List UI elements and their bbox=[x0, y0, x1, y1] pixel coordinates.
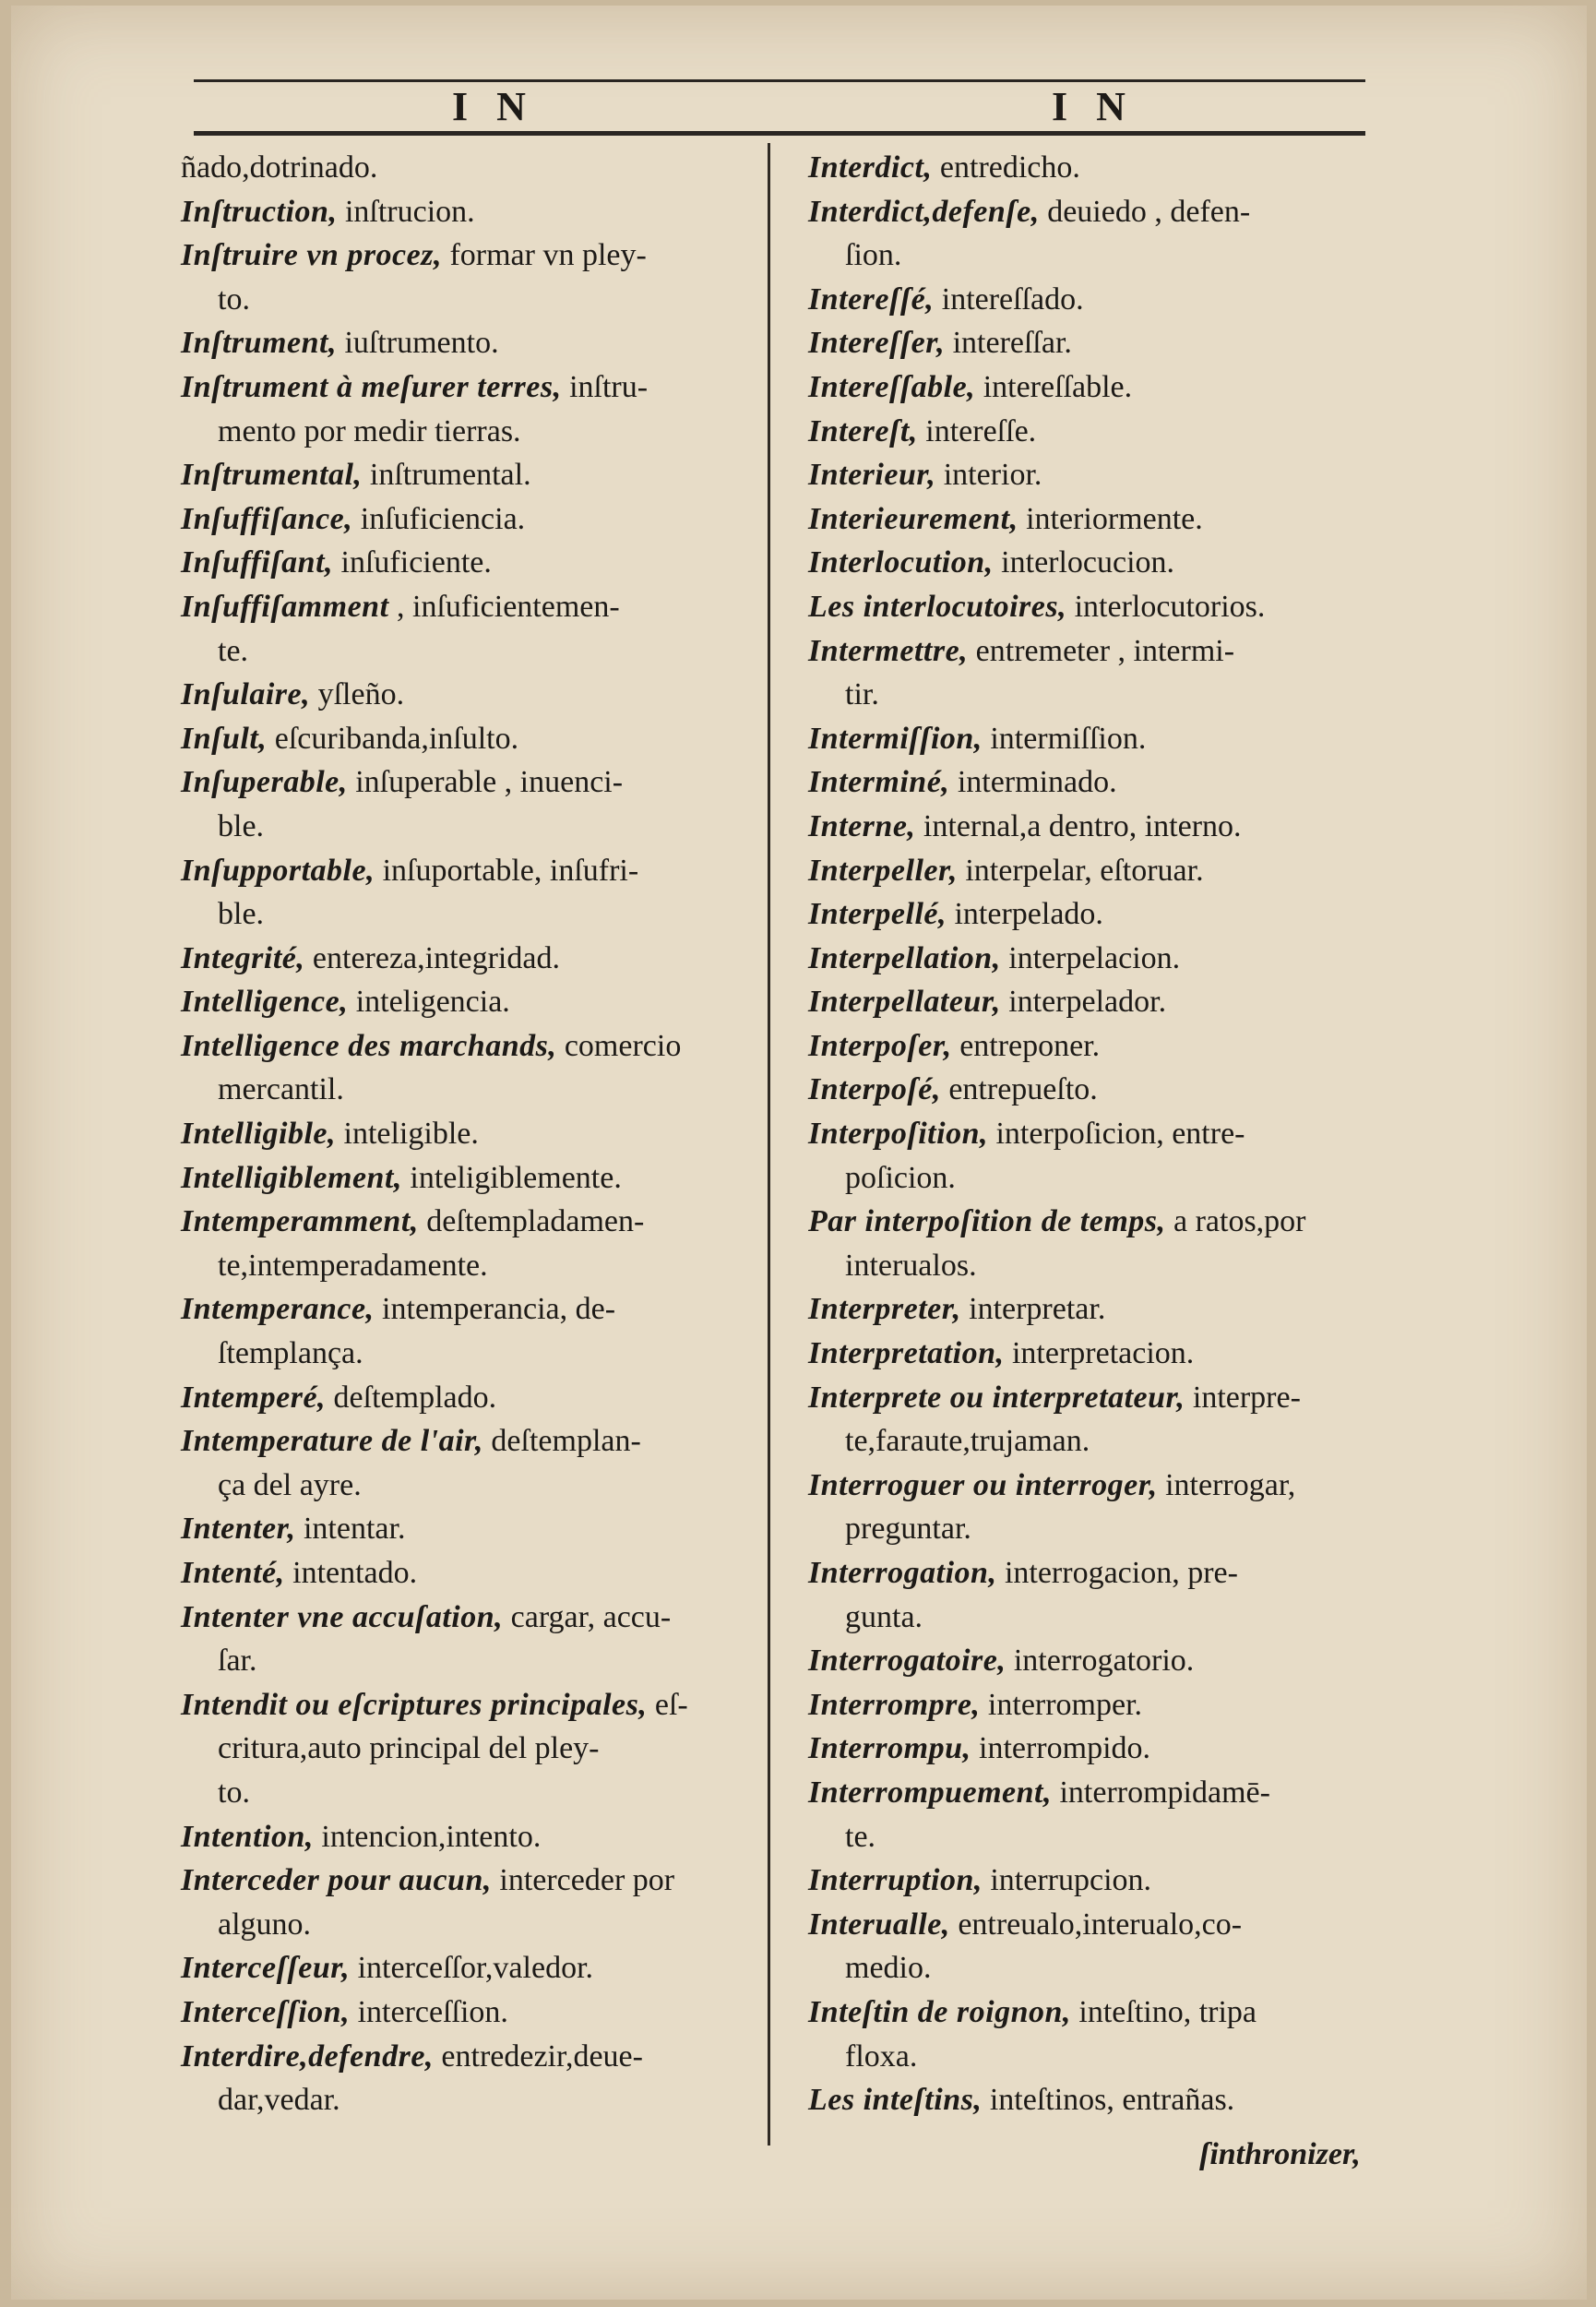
definition: te,intemperadamente. bbox=[218, 1248, 488, 1283]
definition: ſar. bbox=[218, 1644, 257, 1679]
headword: Intelligiblement, bbox=[181, 1160, 402, 1195]
dictionary-line bbox=[181, 190, 753, 234]
dictionary-line bbox=[181, 1815, 753, 1859]
headword: Inſtrumental, bbox=[181, 458, 363, 493]
headword: Inſuffiſance, bbox=[181, 501, 353, 536]
headword: Par interpoſition de temps, bbox=[808, 1204, 1166, 1239]
dictionary-line bbox=[808, 1112, 1380, 1156]
catchword: ſinthronizer, bbox=[1199, 2137, 1361, 2171]
headword: Intenter vne accuſation, bbox=[181, 1599, 504, 1634]
definition: entrepueſto. bbox=[940, 1072, 1098, 1107]
definition: intentar. bbox=[295, 1512, 406, 1547]
definition: intereſſar. bbox=[945, 326, 1072, 361]
dictionary-line bbox=[808, 410, 1380, 454]
definition: interpelar, eſtoruar. bbox=[957, 853, 1204, 888]
headword: Intereſt, bbox=[808, 413, 918, 448]
definition: interior. bbox=[935, 458, 1042, 493]
headword: Intelligence des marchands, bbox=[181, 1028, 557, 1063]
definition: interpelado. bbox=[946, 897, 1103, 932]
definition: internal,a dentro, interno. bbox=[915, 808, 1242, 843]
definition: te,faraute,trujaman. bbox=[845, 1424, 1090, 1459]
dictionary-line bbox=[181, 629, 753, 674]
dictionary-line bbox=[181, 805, 753, 849]
definition: dar,vedar. bbox=[218, 2083, 340, 2118]
definition: tir. bbox=[845, 677, 879, 712]
definition: formar vn pley- bbox=[441, 238, 647, 273]
definition: interrompido. bbox=[971, 1731, 1151, 1766]
dictionary-line bbox=[808, 497, 1380, 542]
dictionary-line bbox=[808, 1946, 1380, 1990]
definition: inſtrumental. bbox=[362, 458, 531, 493]
headword: Interualle, bbox=[808, 1907, 950, 1942]
headword: Inſtrument, bbox=[181, 326, 337, 361]
headword: Intemperance, bbox=[181, 1292, 375, 1327]
headword: Interroguer ou interroger, bbox=[808, 1467, 1158, 1502]
dictionary-line bbox=[181, 1683, 753, 1727]
dictionary-line bbox=[181, 410, 753, 454]
headword: Intemperé, bbox=[181, 1380, 327, 1415]
definition: interrogacion, pre- bbox=[996, 1556, 1238, 1590]
definition: alguno. bbox=[218, 1907, 312, 1942]
definition: interrupcion. bbox=[982, 1863, 1152, 1898]
dictionary-line bbox=[181, 1287, 753, 1332]
dictionary-line bbox=[181, 1156, 753, 1201]
dictionary-line bbox=[181, 146, 753, 190]
running-header-left: I N bbox=[452, 84, 535, 129]
dictionary-line bbox=[181, 497, 753, 542]
dictionary-line bbox=[808, 1376, 1380, 1420]
definition: entreualo,interualo,co- bbox=[949, 1907, 1243, 1942]
dictionary-line bbox=[808, 1990, 1380, 2035]
definition: intermiſſion. bbox=[982, 721, 1147, 756]
dictionary-line bbox=[808, 2078, 1380, 2122]
dictionary-line bbox=[181, 980, 753, 1024]
definition: interceſſion. bbox=[350, 1994, 508, 2029]
headword: Les inteſtins, bbox=[808, 2083, 983, 2118]
definition: intereſſe. bbox=[917, 413, 1037, 448]
definition: entredezir,deue- bbox=[433, 2038, 643, 2074]
definition: mento por medir tierras. bbox=[218, 413, 521, 448]
headword: Inſtruire vn procez, bbox=[181, 238, 442, 273]
dictionary-line bbox=[181, 673, 753, 717]
definition: interlocucion. bbox=[993, 545, 1175, 580]
dictionary-line bbox=[808, 1068, 1380, 1112]
definition: ble. bbox=[218, 897, 265, 932]
dictionary-line bbox=[808, 1419, 1380, 1464]
headword: Intereſſable, bbox=[808, 369, 976, 404]
definition: to. bbox=[218, 1775, 250, 1810]
headword: Interdict, bbox=[808, 150, 933, 185]
definition: gunta. bbox=[845, 1599, 923, 1634]
definition: inteligible. bbox=[336, 1117, 479, 1152]
headword: Interminé, bbox=[808, 765, 950, 800]
definition: inſtrucion. bbox=[337, 194, 475, 229]
definition: inſuportable, inſufri- bbox=[375, 853, 639, 888]
headword: Interpeller, bbox=[808, 853, 958, 888]
dictionary-line bbox=[181, 2078, 753, 2122]
definition: inteligiblemente. bbox=[401, 1160, 622, 1195]
headword: Interpretation, bbox=[808, 1336, 1005, 1371]
dictionary-line bbox=[808, 1903, 1380, 1947]
definition: a ratos,por bbox=[1165, 1204, 1306, 1239]
dictionary-line bbox=[808, 146, 1380, 190]
definition: medio. bbox=[845, 1951, 932, 1986]
definition: deſtemplan- bbox=[482, 1424, 641, 1459]
headword: Intemperature de l'air, bbox=[181, 1424, 483, 1459]
headword: Interdict,defenſe, bbox=[808, 194, 1040, 229]
definition: eſ- bbox=[647, 1687, 688, 1722]
headword: Intelligible, bbox=[181, 1117, 336, 1152]
definition: intencion,intento. bbox=[313, 1819, 542, 1854]
dictionary-line bbox=[808, 541, 1380, 585]
definition: inteſtino, tripa bbox=[1070, 1994, 1257, 2029]
dictionary-line bbox=[181, 760, 753, 805]
headword: Interlocution, bbox=[808, 545, 994, 580]
definition: interiormente. bbox=[1018, 501, 1203, 536]
dictionary-line bbox=[808, 1859, 1380, 1903]
headword: Interpoſer, bbox=[808, 1028, 952, 1063]
dictionary-line bbox=[808, 1287, 1380, 1332]
headword: Inteſtin de roignon, bbox=[808, 1994, 1071, 2029]
dictionary-line bbox=[181, 541, 753, 585]
dictionary-line bbox=[181, 849, 753, 893]
running-header-right: I N bbox=[1052, 84, 1135, 129]
definition: inſuficiente. bbox=[333, 545, 492, 580]
definition: eſcuribanda,inſulto. bbox=[267, 721, 519, 756]
headword: Interne, bbox=[808, 808, 916, 843]
definition: interlocutorios. bbox=[1066, 589, 1266, 624]
dictionary-line bbox=[181, 1551, 753, 1596]
definition: inſuperable , inuenci- bbox=[347, 765, 624, 800]
headword: Inſult, bbox=[181, 721, 268, 756]
definition: ñado,dotrinado. bbox=[181, 150, 378, 185]
headword: Intenté, bbox=[181, 1556, 285, 1590]
dictionary-line bbox=[808, 585, 1380, 629]
dictionary-line bbox=[808, 717, 1380, 761]
dictionary-line bbox=[808, 1727, 1380, 1771]
headword: Intention, bbox=[181, 1819, 314, 1854]
dictionary-line bbox=[181, 1112, 753, 1156]
headword: Inſtrument à meſurer terres, bbox=[181, 369, 562, 404]
definition: ça del ayre. bbox=[218, 1467, 362, 1502]
headword: Interrompuement, bbox=[808, 1775, 1052, 1810]
headword: Intermiſſion, bbox=[808, 721, 983, 756]
dictionary-line bbox=[181, 278, 753, 322]
headword: Interrompu, bbox=[808, 1731, 971, 1766]
definition: interpretar. bbox=[960, 1292, 1106, 1327]
dictionary-line bbox=[808, 980, 1380, 1024]
dictionary-line bbox=[181, 2035, 753, 2079]
headword: Interrompre, bbox=[808, 1687, 981, 1722]
definition: interpretacion. bbox=[1004, 1336, 1195, 1371]
definition: entremeter , intermi- bbox=[968, 633, 1235, 668]
dictionary-line bbox=[808, 1332, 1380, 1376]
dictionary-line bbox=[181, 1596, 753, 1640]
headword: Interpellateur, bbox=[808, 985, 1001, 1020]
definition: entereza,integridad. bbox=[304, 940, 560, 975]
headword: Interpreter, bbox=[808, 1292, 961, 1327]
definition: inteligencia. bbox=[348, 985, 510, 1020]
dictionary-line bbox=[808, 937, 1380, 981]
definition: floxa. bbox=[845, 2038, 918, 2074]
header-rule-bottom bbox=[194, 131, 1365, 136]
definition: , inſuficientemen- bbox=[388, 589, 620, 624]
headword: Intereſſer, bbox=[808, 326, 946, 361]
dictionary-line bbox=[808, 629, 1380, 674]
dictionary-line bbox=[181, 1376, 753, 1420]
definition: intemperancia, de- bbox=[374, 1292, 616, 1327]
headword: Inſuffiſant, bbox=[181, 545, 334, 580]
definition: interrogatorio. bbox=[1006, 1644, 1195, 1679]
definition: interpelador. bbox=[1000, 985, 1167, 1020]
dictionary-line bbox=[808, 1156, 1380, 1201]
definition: interualos. bbox=[845, 1248, 977, 1283]
headword: Interieur, bbox=[808, 458, 936, 493]
definition: deſtempladamen- bbox=[418, 1204, 645, 1239]
definition: interceſſor,valedor. bbox=[350, 1951, 594, 1986]
dictionary-line bbox=[808, 321, 1380, 365]
definition: intentado. bbox=[284, 1556, 418, 1590]
dictionary-line bbox=[181, 1332, 753, 1376]
dictionary-line bbox=[181, 1903, 753, 1947]
headword: Intendit ou eſcriptures principales, bbox=[181, 1687, 648, 1722]
dictionary-line bbox=[808, 1771, 1380, 1815]
definition: poſicion. bbox=[845, 1160, 956, 1195]
definition: intereſſado. bbox=[934, 281, 1084, 317]
dictionary-line bbox=[808, 233, 1380, 278]
definition: preguntar. bbox=[845, 1512, 971, 1547]
dictionary-line bbox=[181, 1727, 753, 1771]
dictionary-line bbox=[808, 1639, 1380, 1683]
dictionary-line bbox=[808, 1683, 1380, 1727]
headword: Interceſſion, bbox=[181, 1994, 351, 2029]
definition: te. bbox=[845, 1819, 876, 1854]
headword: Interrogatoire, bbox=[808, 1644, 1006, 1679]
dictionary-line bbox=[181, 1859, 753, 1903]
dictionary-line bbox=[808, 1507, 1380, 1551]
dictionary-line bbox=[181, 365, 753, 410]
headword: Intenter, bbox=[181, 1512, 296, 1547]
headword: Interceder pour aucun, bbox=[181, 1863, 492, 1898]
dictionary-line bbox=[181, 1946, 753, 1990]
headword: Interieurement, bbox=[808, 501, 1018, 536]
headword: Inſulaire, bbox=[181, 677, 311, 712]
dictionary-line bbox=[181, 892, 753, 937]
definition: comercio bbox=[556, 1028, 682, 1063]
headword: Intereſſé, bbox=[808, 281, 935, 317]
header-rule-top bbox=[194, 79, 1365, 82]
headword: Inſuperable, bbox=[181, 765, 348, 800]
dictionary-line bbox=[181, 717, 753, 761]
definition: inſuficiencia. bbox=[352, 501, 526, 536]
definition: interceder por bbox=[491, 1863, 675, 1898]
definition: interpelacion. bbox=[1000, 940, 1181, 975]
dictionary-line bbox=[808, 1464, 1380, 1508]
headword: Interpoſition, bbox=[808, 1117, 988, 1152]
definition: ſtemplança. bbox=[218, 1336, 363, 1371]
dictionary-line bbox=[808, 1815, 1380, 1859]
dictionary-line bbox=[808, 1244, 1380, 1288]
headword: Interdire,defendre, bbox=[181, 2038, 434, 2074]
headword: Interceſſeur, bbox=[181, 1951, 351, 1986]
headword: Interpellation, bbox=[808, 940, 1001, 975]
dictionary-line bbox=[181, 1990, 753, 2035]
definition: interromper. bbox=[980, 1687, 1143, 1722]
headword: Interrogation, bbox=[808, 1556, 997, 1590]
definition: inſtru- bbox=[561, 369, 649, 404]
dictionary-line bbox=[181, 1200, 753, 1244]
dictionary-line bbox=[808, 673, 1380, 717]
definition: inteſtinos, entrañas. bbox=[982, 2083, 1235, 2118]
definition: te. bbox=[218, 633, 249, 668]
definition: yſleño. bbox=[310, 677, 405, 712]
dictionary-line bbox=[181, 1639, 753, 1683]
definition: deuiedo , defen- bbox=[1039, 194, 1251, 229]
dictionary-line bbox=[808, 1024, 1380, 1069]
dictionary-line bbox=[808, 1200, 1380, 1244]
dictionary-line bbox=[181, 1419, 753, 1464]
dictionary-line bbox=[808, 190, 1380, 234]
dictionary-line bbox=[181, 1024, 753, 1069]
dictionary-line bbox=[181, 937, 753, 981]
dictionary-line bbox=[808, 1551, 1380, 1596]
dictionary-line bbox=[808, 453, 1380, 497]
definition: to. bbox=[218, 281, 250, 317]
dictionary-line bbox=[181, 1464, 753, 1508]
dictionary-line bbox=[808, 849, 1380, 893]
dictionary-line bbox=[181, 321, 753, 365]
dictionary-line bbox=[808, 2035, 1380, 2079]
headword: Integrité, bbox=[181, 940, 305, 975]
headword: Interpoſé, bbox=[808, 1072, 941, 1107]
dictionary-line bbox=[181, 1771, 753, 1815]
dictionary-line bbox=[181, 453, 753, 497]
definition: interpre- bbox=[1185, 1380, 1301, 1415]
headword: Inſuffiſamment bbox=[181, 589, 389, 624]
definition: entredicho. bbox=[932, 150, 1080, 185]
left-column bbox=[181, 146, 753, 2122]
dictionary-line bbox=[808, 365, 1380, 410]
definition: mercantil. bbox=[218, 1072, 344, 1107]
definition: deſtemplado. bbox=[326, 1380, 497, 1415]
headword: Interpellé, bbox=[808, 897, 947, 932]
right-column bbox=[808, 146, 1380, 2122]
dictionary-line bbox=[808, 1596, 1380, 1640]
dictionary-line bbox=[808, 892, 1380, 937]
dictionary-line bbox=[808, 278, 1380, 322]
definition: interrompidamē- bbox=[1051, 1775, 1270, 1810]
dictionary-line bbox=[808, 805, 1380, 849]
definition: ble. bbox=[218, 808, 265, 843]
definition: interrogar, bbox=[1157, 1467, 1296, 1502]
definition: interminado. bbox=[949, 765, 1117, 800]
definition: interpoſicion, entre- bbox=[987, 1117, 1245, 1152]
definition: iuſtrumento. bbox=[336, 326, 499, 361]
headword: Intermettre, bbox=[808, 633, 969, 668]
column-divider bbox=[768, 143, 770, 2146]
dictionary-line bbox=[808, 760, 1380, 805]
headword: Interprete ou interpretateur, bbox=[808, 1380, 1185, 1415]
dictionary-line bbox=[181, 1068, 753, 1112]
definition: intereſſable. bbox=[975, 369, 1133, 404]
headword: Inſupportable, bbox=[181, 853, 375, 888]
definition: cargar, accu- bbox=[503, 1599, 672, 1634]
headword: Intemperamment, bbox=[181, 1204, 419, 1239]
headword: Intelligence, bbox=[181, 985, 349, 1020]
dictionary-line bbox=[181, 585, 753, 629]
dictionary-line bbox=[181, 233, 753, 278]
headword: Inſtruction, bbox=[181, 194, 338, 229]
headword: Les interlocutoires, bbox=[808, 589, 1067, 624]
headword: Interruption, bbox=[808, 1863, 983, 1898]
definition: ſion. bbox=[845, 238, 902, 273]
dictionary-line bbox=[181, 1507, 753, 1551]
definition: entreponer. bbox=[951, 1028, 1101, 1063]
definition: critura,auto principal del pley- bbox=[218, 1731, 600, 1766]
dictionary-line bbox=[181, 1244, 753, 1288]
